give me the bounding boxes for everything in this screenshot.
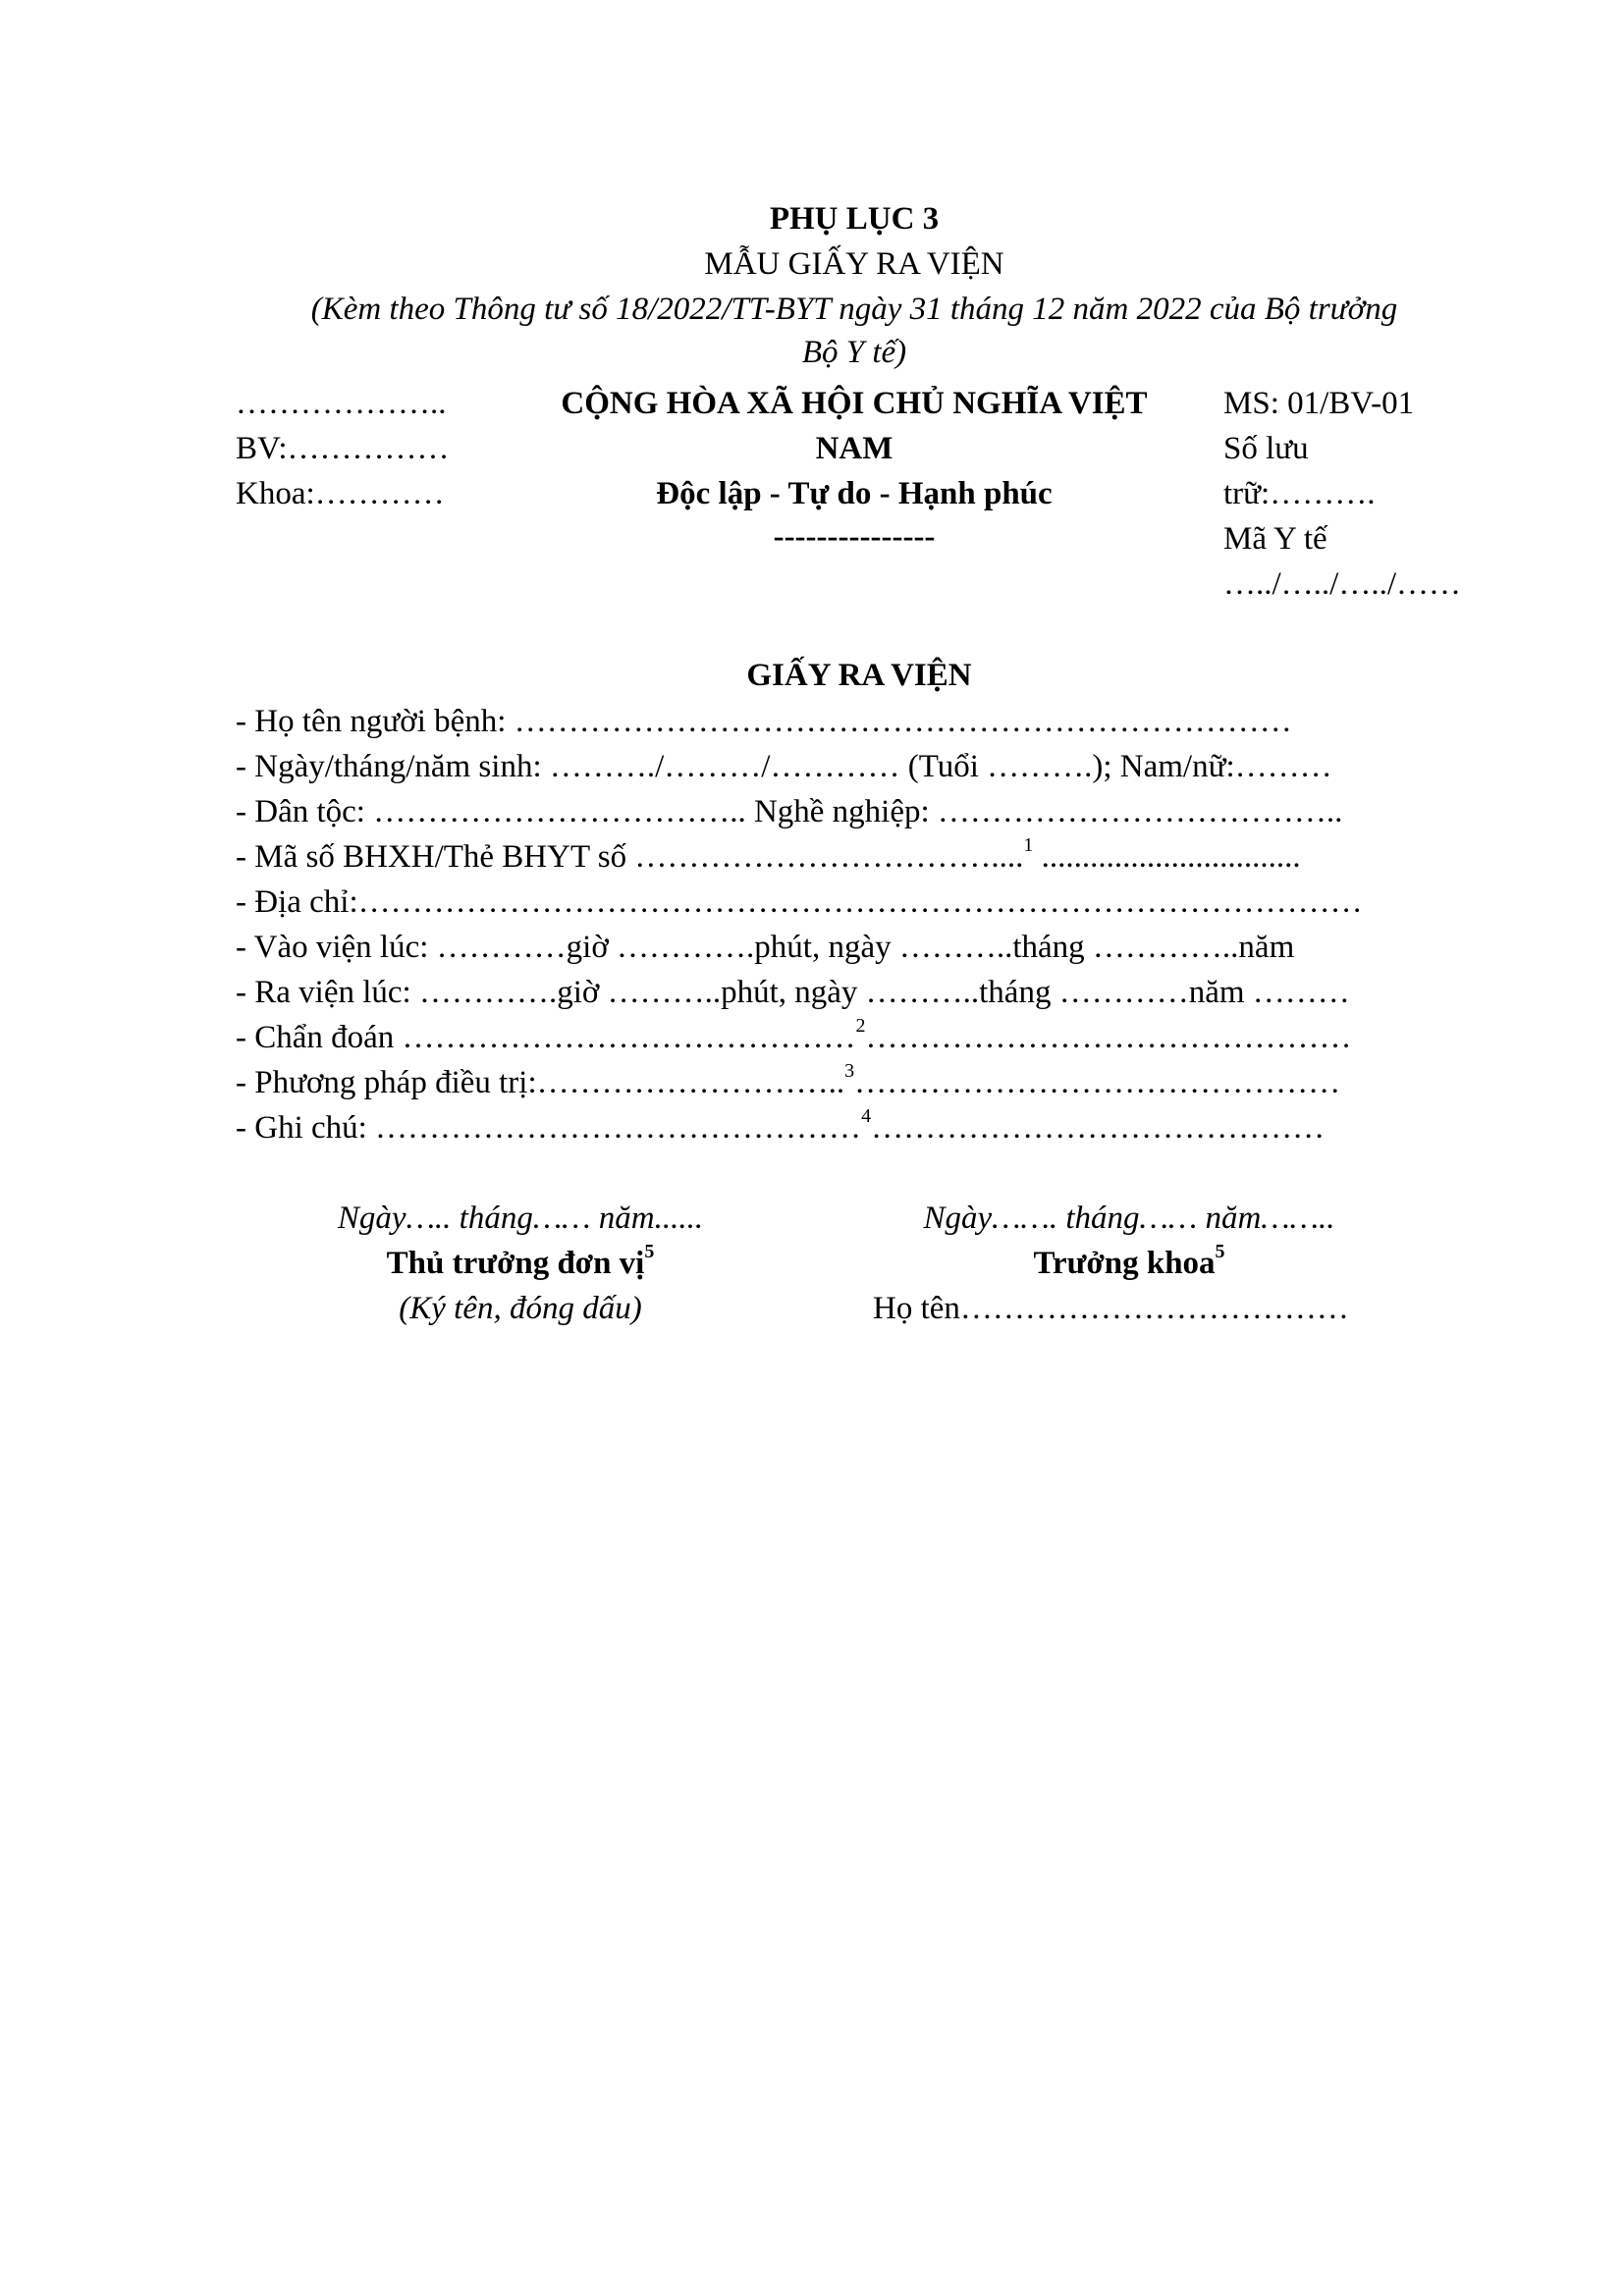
- footnote-5-left: 5: [644, 1241, 655, 1262]
- diagnosis-label: - Chẩn đoán ……………………………………: [236, 1020, 856, 1055]
- treatment-label: - Phương pháp điều trị:………………………..: [236, 1065, 845, 1100]
- form-code: MS: 01/BV-01: [1223, 386, 1415, 421]
- footnote-3: 3: [844, 1060, 855, 1082]
- storage-field: trữ:……….: [1223, 476, 1376, 511]
- insurance-label: - Mã số BHXH/Thẻ BHYT số ……………………………....: [236, 839, 1024, 875]
- national-title-line-2: NAM: [815, 431, 893, 466]
- appendix-heading: PHỤ LỤC 3: [769, 201, 940, 237]
- note-tail: ……………………………………: [871, 1110, 1326, 1146]
- unit-head-title: [324, 1241, 717, 1283]
- treatment-tail: ………………………………………: [854, 1065, 1341, 1100]
- insurance-tail: ................................: [1033, 839, 1301, 875]
- footnote-5-right: 5: [1215, 1241, 1225, 1262]
- national-title-line-1: CỘNG HÒA XÃ HỘI CHỦ NGHĨA VIỆT: [561, 386, 1148, 421]
- diagnosis-field: [236, 1015, 1352, 1057]
- insurance-field: [236, 834, 1301, 877]
- unit-head-label: Thủ trưởng đơn vị: [386, 1246, 645, 1281]
- sign-stamp-note: (Ký tên, đóng dấu): [399, 1291, 642, 1326]
- patient-name-field: - Họ tên người bệnh: ………………………………………………………………: [236, 704, 1292, 739]
- treatment-field: [236, 1060, 1341, 1102]
- motto-divider: ---------------: [773, 519, 936, 555]
- note-field: [236, 1105, 1326, 1148]
- ethnicity-occupation-field: - Dân tộc: …………………………….. Nghề nghiệp: ………………………………..: [236, 794, 1343, 829]
- admission-time-field: - Vào viện lúc: …………giờ ………….phút, ngày ………..tháng …………..năm: [236, 930, 1295, 965]
- reference-line-1: (Kèm theo Thông tư số 18/2022/TT-BYT ngày 31 tháng 12 năm 2022 của Bộ trưởng: [310, 292, 1398, 327]
- footnote-2: 2: [855, 1015, 866, 1037]
- org-name-field: ………………..: [236, 386, 447, 421]
- department-head-name-field: Họ tên………………………………: [873, 1291, 1349, 1326]
- department-head-title: [884, 1241, 1375, 1283]
- hospital-field: BV:……………: [236, 431, 450, 466]
- form-name: MẪU GIẤY RA VIỆN: [704, 246, 1004, 282]
- diagnosis-tail: ………………………………………: [865, 1020, 1352, 1055]
- document-title: GIẤY RA VIỆN: [746, 658, 972, 693]
- note-label: - Ghi chú: ………………………………………: [236, 1110, 862, 1146]
- medical-code-field: …../…../…../……: [1223, 566, 1462, 602]
- department-head-label: Trưởng khoa: [1033, 1246, 1216, 1281]
- birth-date-field: - Ngày/tháng/năm sinh: ………./………/………… (Tuổi ……….); Nam/nữ:………: [236, 749, 1332, 784]
- left-signature-date: Ngày….. tháng…… năm......: [337, 1201, 704, 1236]
- discharge-time-field: - Ra viện lúc: ………….giờ ………..phút, ngày ………..tháng …………năm ………: [236, 975, 1350, 1010]
- footnote-4: 4: [861, 1105, 872, 1127]
- national-motto: Độc lập - Tự do - Hạnh phúc: [656, 476, 1053, 511]
- department-field: Khoa:…………: [236, 476, 445, 511]
- storage-label: Số lưu: [1223, 431, 1309, 466]
- reference-line-2: Bộ Y tế): [801, 335, 907, 370]
- medical-code-label: Mã Y tế: [1223, 521, 1327, 557]
- address-field: - Địa chỉ:…………………………………………………………………………………: [236, 884, 1363, 920]
- footnote-1: 1: [1023, 834, 1034, 856]
- right-signature-date: Ngày……. tháng…… năm……..: [923, 1201, 1335, 1236]
